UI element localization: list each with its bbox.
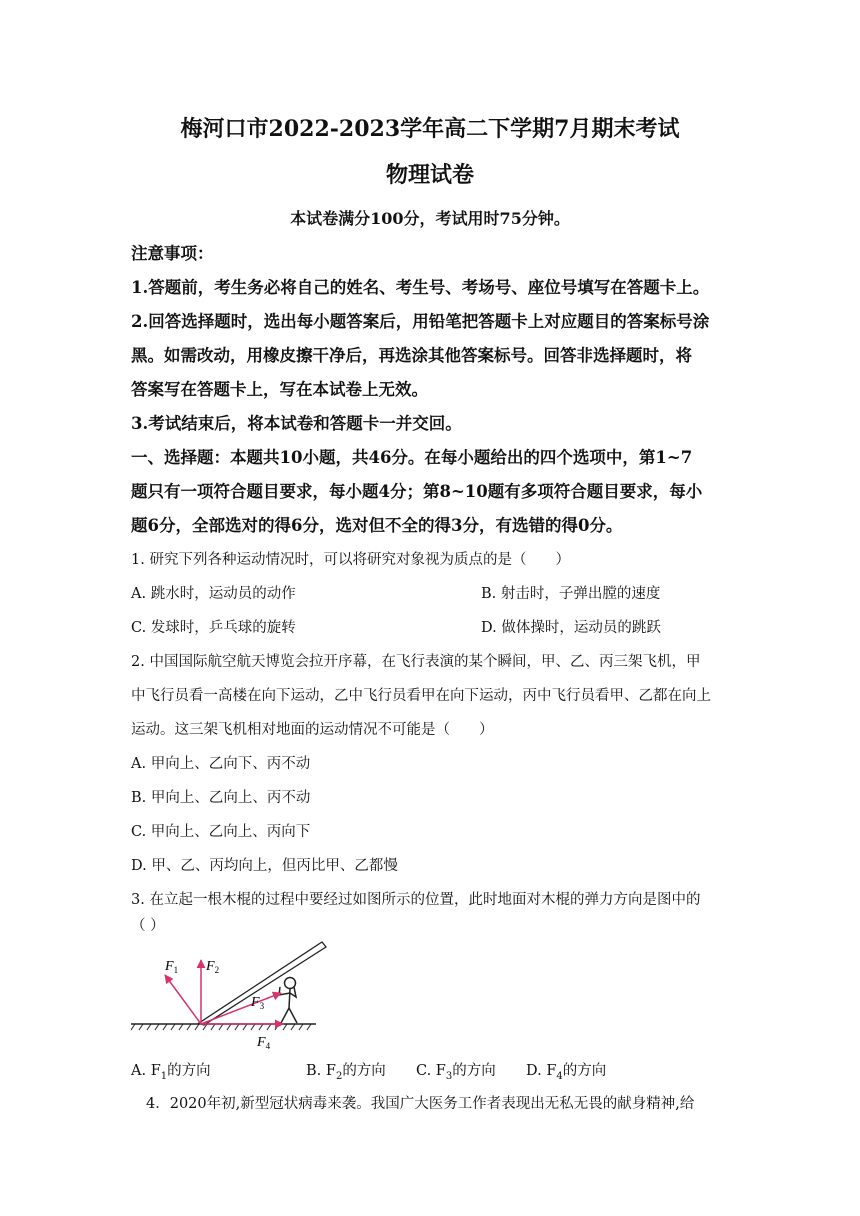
question-2-option-c: C. 甲向上、乙向上、丙向下 bbox=[131, 824, 311, 840]
question-4-stem: 4．2020年初,新型冠状病毒来袭。我国广大医务工作者表现出无私无畏的献身精神,给 bbox=[146, 1096, 695, 1112]
question-3-stem-line: （ ） bbox=[131, 918, 165, 934]
force-label-f2: $F_2$ bbox=[206, 959, 220, 975]
section-instruction-line: 题只有一项符合题目要求，每小题4分；第8~10题有多项符合题目要求，每小 bbox=[131, 482, 703, 501]
question-2-stem-line: 运动。这三架飞机相对地面的运动情况不可能是（ ） bbox=[131, 722, 494, 738]
exam-title: 梅河口市2022-2023学年高二下学期7月期末考试 bbox=[180, 116, 680, 142]
section-instruction-line: 一、选择题：本题共10小题，共46分。在每小题给出的四个选项中，第1~7 bbox=[131, 448, 693, 467]
exam-subject: 物理试卷 bbox=[385, 162, 474, 188]
section-instruction-line: 题6分，全部选对的得6分，选对但不全的得3分，有选错的得0分。 bbox=[131, 516, 623, 535]
force-label-f4: $F_4$ bbox=[257, 1035, 271, 1051]
exam-info: 本试卷满分100分，考试用时75分钟。 bbox=[290, 209, 570, 228]
ground bbox=[131, 1024, 316, 1030]
question-3-option-a: A. $F_1$的方向 bbox=[131, 1063, 211, 1082]
note-line: 3.考试结束后，将本试卷和答题卡一并交回。 bbox=[131, 414, 462, 433]
notes-heading: 注意事项： bbox=[131, 244, 214, 263]
force-label-f1: $F_1$ bbox=[165, 959, 179, 975]
note-line: 黑。如需改动，用橡皮擦干净后，再选涂其他答案标号。回答非选择题时，将 bbox=[131, 346, 692, 365]
question-2-option-a: A. 甲向上、乙向下、丙不动 bbox=[131, 756, 311, 772]
force-f1-arrow bbox=[165, 975, 201, 1024]
question-2-option-b: B. 甲向上、乙向上、丙不动 bbox=[131, 790, 311, 806]
question-2-option-d: D. 甲、乙、丙均向上，但丙比甲、乙都慢 bbox=[131, 858, 398, 874]
question-1-stem: 1. 研究下列各种运动情况时，可以将研究对象视为质点的是（ ） bbox=[131, 552, 570, 568]
note-line: 1.答题前，考生务必将自己的姓名、考生号、考场号、座位号填写在答题卡上。 bbox=[131, 278, 710, 297]
note-line: 答案写在答题卡上，写在本试卷上无效。 bbox=[131, 380, 428, 399]
question-1-option-a: A. 跳水时，运动员的动作 bbox=[131, 586, 296, 602]
question-2-stem-line: 中飞行员看一高楼在向下运动，乙中飞行员看甲在向下运动，丙中飞行员看甲、乙都在向上 bbox=[131, 688, 711, 704]
question-3-option-b: B. $F_2$的方向 bbox=[306, 1063, 386, 1082]
question-3-option-d: D. $F_4$的方向 bbox=[526, 1063, 607, 1082]
wooden-stick bbox=[199, 942, 326, 1025]
stick-figure bbox=[279, 978, 297, 1024]
question-3-stem-line: 3. 在立起一根木棍的过程中要经过如图所示的位置，此时地面对木棍的弹力方向是图中的 bbox=[131, 892, 701, 908]
question-3-option-c: C. $F_3$的方向 bbox=[416, 1063, 496, 1082]
question-1-option-c: C. 发球时，乒乓球的旋转 bbox=[131, 620, 296, 636]
question-1-option-b: B. 射击时，子弹出膛的速度 bbox=[481, 586, 661, 602]
question-2-stem-line: 2. 中国国际航空航天博览会拉开序幕，在飞行表演的某个瞬间，甲、乙、丙三架飞机，甲 bbox=[131, 654, 701, 670]
stick-force-figure bbox=[131, 935, 331, 1053]
note-line: 2.回答选择题时，选出每小题答案后，用铅笔把答题卡上对应题目的答案标号涂 bbox=[131, 312, 710, 331]
question-1-option-d: D. 做体操时，运动员的跳跃 bbox=[481, 620, 661, 636]
force-label-f3: $F_3$ bbox=[251, 995, 265, 1011]
